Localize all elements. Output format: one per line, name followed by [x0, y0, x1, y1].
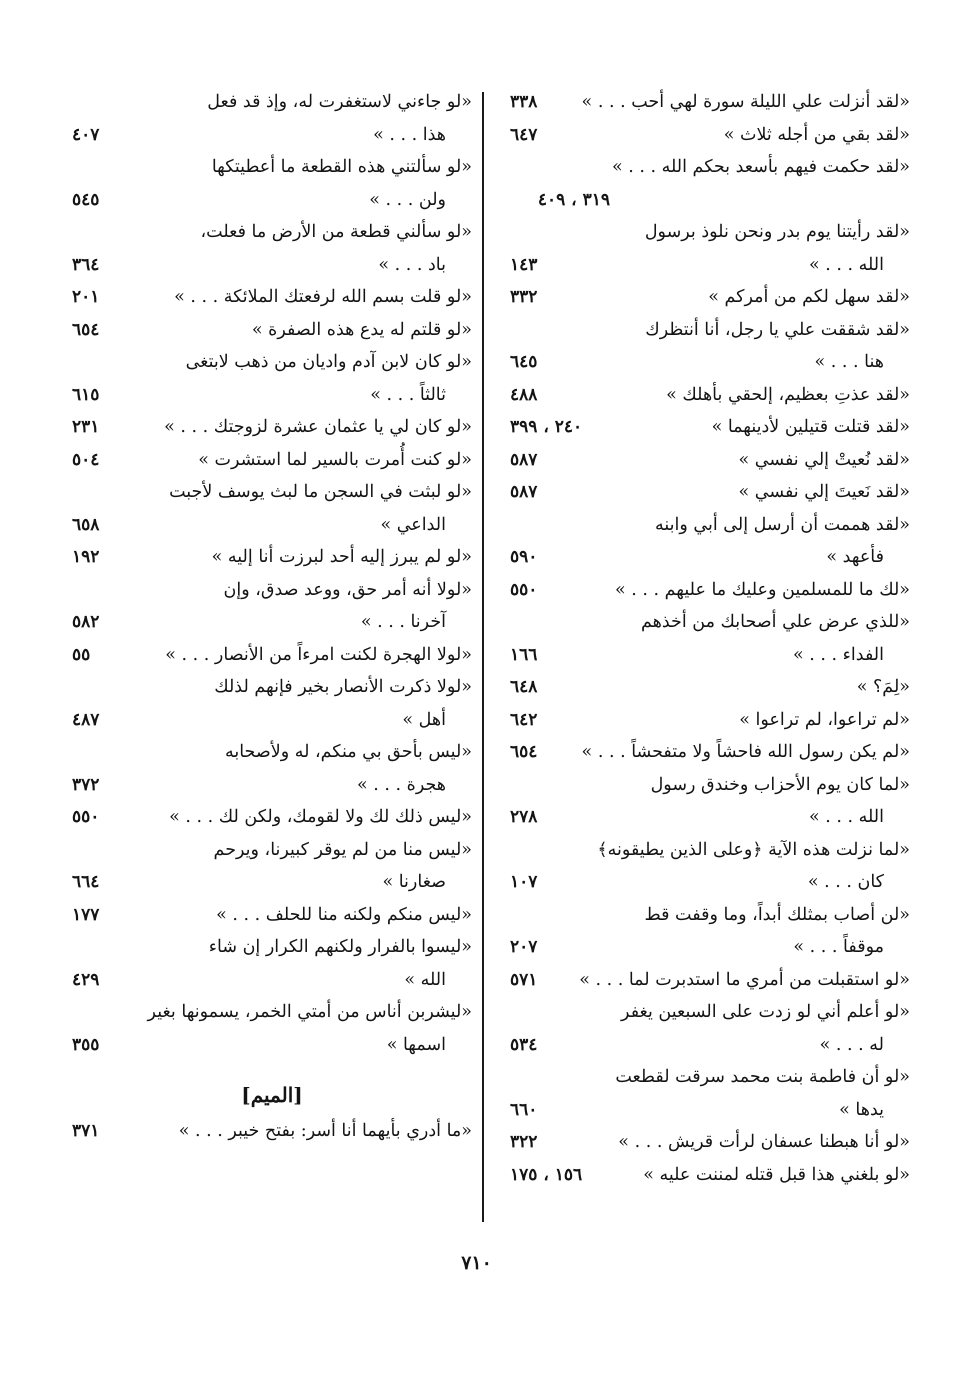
- entry-text: [112, 931, 472, 996]
- entry-line: «لو كان لي يا عثمان عشرة لزوجتك . . . »: [164, 417, 472, 437]
- index-entry: [510, 86, 910, 119]
- entry-pages: ٥٥٠: [72, 807, 100, 827]
- entry-text: [112, 834, 472, 899]
- entry-line: «لقد حكمت فيهم بأسعد بحكم الله . . . »: [611, 157, 910, 177]
- index-entry: [72, 574, 472, 639]
- entry-text: [112, 541, 472, 574]
- entry-line: «لقد سهل لكم من أمركم »: [708, 287, 910, 307]
- index-entry: [72, 801, 472, 834]
- entry-line: «لما نزلت هذه الآية ﴿وعلى الذين يطيقونه﴾: [597, 839, 910, 860]
- entry-line: موقفاً . . . »: [793, 937, 884, 957]
- entry-text: [112, 736, 472, 801]
- entry-line: أهل »: [402, 709, 446, 730]
- entry-line: الفداء . . . »: [793, 644, 884, 665]
- column-divider: [482, 92, 484, 1222]
- entry-line: «ليسوا بالفرار ولكنهم الكرار إن شاء: [208, 937, 472, 957]
- entry-text: [112, 671, 472, 736]
- entry-text: [112, 996, 472, 1061]
- entry-line: «لو بلغني هذا قبل قتله لمننت عليه »: [643, 1164, 910, 1185]
- entry-pages: ١٧٧: [72, 904, 100, 925]
- index-entry: [510, 964, 910, 997]
- index-entry: [510, 1126, 910, 1159]
- index-entry: [510, 216, 910, 281]
- entry-line: «ليس منكم ولكنه منا للحلف . . . »: [216, 904, 472, 925]
- entry-line: «ليس بأحق بي منكم، له ولأصحابه: [224, 742, 472, 762]
- index-entry: [510, 769, 910, 834]
- entry-line: «لقد هممت أن أرسل إلى أبي وابنه: [655, 514, 910, 535]
- entry-pages: ٤٢٩: [72, 969, 100, 990]
- entry-text: [550, 704, 910, 737]
- entry-line: كان . . . »: [807, 872, 884, 892]
- entry-text: [550, 964, 910, 997]
- entry-line: اسمها »: [386, 1034, 446, 1055]
- index-entry: [510, 281, 910, 314]
- entry-line: «لولا ذكرت الأنصار بخير فإنهم لذلك: [214, 677, 472, 697]
- entry-line: «لو سألني قطعة من الأرض ما فعلت،: [200, 222, 472, 242]
- entry-line: «ما أدري بأيهما أنا أسر: بفتح خيبر . . . »: [178, 1121, 472, 1141]
- entry-line: «لو أن فاطمة بنت محمد سرقت لقطعت: [615, 1067, 910, 1087]
- entry-line: «للذي عرض علي أصحابك من أخذهم: [640, 612, 910, 632]
- entry-line: «لم يكن رسول الله فاحشاً ولا متفحشاً . . . »: [581, 742, 910, 762]
- entry-line: «لم تراعوا، لم تراعوا »: [739, 709, 910, 730]
- index-entry: [72, 541, 472, 574]
- entry-pages: ٢٤٠ ، ٣٩٩: [510, 417, 583, 437]
- index-entry: [510, 834, 910, 899]
- entry-line: هنا . . . »: [814, 352, 884, 372]
- entry-text: [550, 1061, 910, 1126]
- index-entry: [72, 314, 472, 347]
- entry-pages: ٦٤٧: [510, 124, 538, 145]
- index-entry: [510, 1061, 910, 1126]
- index-entry: [72, 216, 472, 281]
- entry-text: [550, 606, 910, 671]
- index-entry: [72, 86, 472, 151]
- entry-text: [582, 411, 910, 444]
- index-entry: [510, 996, 910, 1061]
- entry-pages: ٥٠٤: [72, 449, 100, 470]
- entry-pages: ٥٥: [72, 644, 91, 665]
- index-entry: [72, 476, 472, 541]
- entry-text: [550, 216, 910, 281]
- entry-line: «لو أعلم أني لو زدت على السبعين يغفر: [621, 1002, 910, 1022]
- entry-pages: ٢٠١: [72, 287, 100, 307]
- index-entry: [72, 834, 472, 899]
- index-entry: [510, 1159, 910, 1192]
- entry-pages: ٦١٥: [72, 384, 100, 405]
- entry-line: يدها »: [839, 1099, 884, 1120]
- entry-pages: ٥٥٠: [510, 579, 538, 600]
- entry-text: [112, 346, 472, 411]
- entry-text: [550, 444, 910, 477]
- entry-text: [550, 86, 910, 119]
- index-entry: [510, 509, 910, 574]
- index-entry: [510, 444, 910, 477]
- entry-line: «لو أنا هبطنا عسفان لرأت قريش . . . »: [618, 1132, 910, 1152]
- entry-text: [550, 314, 910, 379]
- entry-line: «لقد شققت علي يا رجل، أنا أنتظرك: [645, 319, 910, 340]
- entry-line: «لو كان لابن آدم واديان من ذهب لابتغى: [185, 352, 472, 372]
- index-entry: [510, 671, 910, 704]
- entry-pages: ١٤٣: [510, 254, 538, 275]
- entry-text: [550, 574, 910, 607]
- index-column-right: [510, 86, 910, 1191]
- index-entry: [510, 379, 910, 412]
- index-entry: [510, 704, 910, 737]
- index-entry: [72, 996, 472, 1061]
- entry-pages: ٣٦٤: [72, 254, 100, 275]
- entry-pages: ١٩٢: [72, 547, 100, 567]
- entry-line: «لو لبثت في السجن ما لبث يوسف لأجبت: [169, 482, 472, 502]
- entry-text: [112, 216, 472, 281]
- entry-pages: ٤٠٧: [72, 124, 100, 145]
- entry-pages: ٢٣١: [72, 417, 100, 437]
- entry-text: [112, 444, 472, 477]
- index-entry: [72, 639, 472, 672]
- entry-line: «لما كان يوم الأحزاب وخندق رسول: [650, 774, 910, 795]
- index-entry: [72, 411, 472, 444]
- entry-pages: ٥٨٧: [510, 449, 538, 470]
- entry-line: الله . . . »: [808, 254, 884, 275]
- index-entry: [72, 1115, 472, 1148]
- entry-text: [112, 1115, 472, 1148]
- index-entry: [72, 736, 472, 801]
- entry-line: «لو جاءني لاستغفرت له، وإذ قد فعل: [207, 92, 472, 112]
- entry-line: «لقد بقي من أجله ثلاث »: [723, 124, 910, 145]
- entry-pages: ٦٤٢: [510, 709, 538, 730]
- entry-pages: ٣٧٢: [72, 774, 100, 795]
- entry-line: هذا . . . »: [373, 124, 446, 145]
- entry-line: «لقد نُعيتْ إلي نفسي »: [738, 449, 910, 470]
- entry-line: هجرة . . . »: [357, 774, 446, 795]
- index-entry: [510, 736, 910, 769]
- entry-line: «لِمَ؟ »: [856, 677, 910, 697]
- index-entry: [72, 151, 472, 216]
- left-entries: [72, 86, 472, 1061]
- entry-text: [550, 119, 910, 152]
- entry-text: [112, 86, 472, 151]
- index-entry: [72, 281, 472, 314]
- entry-pages: ٦٦٤: [72, 872, 100, 892]
- index-entry: [72, 931, 472, 996]
- index-entry: [72, 671, 472, 736]
- entry-text: [112, 411, 472, 444]
- entry-pages: ٥٤٥: [72, 189, 100, 210]
- entry-line: «لو لم يبرز إليه أحد لبرزت أنا إليه »: [211, 547, 472, 567]
- entry-line: «لقد عذتِ بعظيم، إلحقي بأهلك »: [666, 384, 910, 405]
- entry-text: [112, 151, 472, 216]
- entry-pages: ٢٧٨: [510, 807, 538, 827]
- entry-text: [550, 509, 910, 574]
- entry-text: [112, 899, 472, 932]
- entry-line: الداعي »: [380, 514, 446, 535]
- left-after-heading: [72, 1115, 472, 1148]
- index-entry: [510, 574, 910, 607]
- entry-pages: ٣٧١: [72, 1121, 100, 1141]
- entry-pages: ١٦٦: [510, 644, 538, 665]
- entry-text: [550, 899, 910, 964]
- entry-line: «لقد أنزلت علي الليلة سورة لهي أحب . . . »: [581, 92, 910, 112]
- entry-pages: ٦٤٥: [510, 352, 538, 372]
- entry-pages: ١٠٧: [510, 872, 538, 892]
- entry-text: [550, 736, 910, 769]
- entry-line: «لولا أنه أمر حق، ووعد صدق، وإن: [223, 579, 472, 600]
- entry-line: «لولا الهجرة لكنت امرءاً من الأنصار . . . »: [165, 644, 472, 665]
- entry-text: [550, 996, 910, 1061]
- entry-text: [550, 671, 910, 704]
- entry-text: [510, 151, 910, 184]
- entry-pages: ٦٥٤: [510, 742, 538, 762]
- entry-pages: ٣٣٨: [510, 92, 538, 112]
- index-entry: [510, 476, 910, 509]
- entry-pages: ١٥٦ ، ١٧٥: [510, 1164, 583, 1185]
- entry-pages: ٣١٩ ، ٤٠٩: [537, 189, 610, 210]
- entry-line: «لقد رأيتنا يوم بدر ونحن نلوذ برسول: [644, 222, 910, 242]
- entry-line: فأعهد »: [826, 547, 884, 567]
- entry-pages: ٦٥٤: [72, 319, 100, 340]
- entry-line: «لقد نَعيتَ إلي نفسي »: [738, 482, 910, 502]
- entry-text: [112, 639, 472, 672]
- entry-pages: ٥٣٤: [510, 1034, 538, 1055]
- entry-line: «لقد قتلت قتيلين لأدينهما »: [711, 417, 910, 437]
- entry-pages: ٣٥٥: [72, 1034, 100, 1055]
- entry-text: [112, 801, 472, 834]
- index-entry: [72, 444, 472, 477]
- entry-line: «لو كنت أُمرت بالسير لما استشرت »: [198, 449, 472, 470]
- index-entry: [510, 899, 910, 964]
- entry-pages: ٥٧١: [510, 969, 538, 990]
- entry-line: «ليس منا من لم يوقر كبيرنا، ويرحم: [213, 839, 472, 860]
- entry-line: «لو استقبلت من أمري ما استدبرت لما . . . »: [579, 969, 910, 990]
- entry-pages: ٥٩٠: [510, 547, 538, 567]
- entry-line: له . . . »: [819, 1034, 884, 1055]
- entry-text: [550, 769, 910, 834]
- entry-text: [550, 1126, 910, 1159]
- entry-text: [550, 281, 910, 314]
- entry-line: الله . . . »: [808, 807, 884, 827]
- index-column-left: [72, 86, 472, 1148]
- index-entry: [72, 346, 472, 411]
- entry-line: «لو سألتني هذه القطعة ما أعطيتكها: [211, 157, 472, 177]
- entry-pages: ٣٣٢: [510, 287, 538, 307]
- entry-line: ثالثاً . . . »: [370, 384, 446, 405]
- index-entry: [510, 606, 910, 671]
- entry-line: «لك ما للمسلمين وعليك ما عليهم . . . »: [615, 579, 910, 600]
- entry-pages: ٦٦٠: [510, 1099, 538, 1120]
- page-number: ٧١٠: [461, 1252, 492, 1274]
- entry-line: باد . . . »: [378, 254, 446, 275]
- entry-text: [550, 379, 910, 412]
- entry-line: صغارنا »: [382, 872, 446, 892]
- entry-line: آخرنا . . . »: [360, 612, 446, 632]
- entry-pages: ٥٨٢: [72, 612, 100, 632]
- entry-pages: ٦٤٨: [510, 677, 538, 697]
- entry-pages: ٦٥٨: [72, 514, 100, 535]
- entry-pages: ٣٢٢: [510, 1132, 538, 1152]
- entry-text: [112, 281, 472, 314]
- entry-pages: ٥٨٧: [510, 482, 538, 502]
- entry-line: «ليس ذلك لك ولا لقومك، ولكن لك . . . »: [169, 807, 472, 827]
- entry-line: «لو قلت بسم الله لرفعتك الملائكة . . . »: [174, 287, 472, 307]
- entry-pages: ٤٨٧: [72, 709, 100, 730]
- entry-pages: ٤٨٨: [510, 384, 538, 405]
- entry-line: «لو قلتم له يدع هذه الصفرة »: [251, 319, 472, 340]
- entry-text: [582, 1159, 910, 1192]
- entry-line: الله »: [404, 969, 446, 990]
- entry-text: [550, 476, 910, 509]
- entry-line: ولن . . . »: [369, 189, 446, 210]
- entry-text: [112, 314, 472, 347]
- entry-text: [112, 574, 472, 639]
- section-heading: [الميم]: [241, 1083, 303, 1107]
- index-entry: [510, 151, 910, 216]
- index-entry: [510, 411, 910, 444]
- index-entry: [510, 119, 910, 152]
- entry-text: [112, 476, 472, 541]
- entry-pages: ٢٠٧: [510, 937, 538, 957]
- index-entry: [510, 314, 910, 379]
- index-entry: [72, 899, 472, 932]
- entry-line: «ليشربن أناس من أمتي الخمر، يسمونها بغير: [147, 1002, 472, 1022]
- entry-text: [550, 834, 910, 899]
- entry-line: «لن أصاب بمثلك أبداً، وما وقفت قط: [644, 904, 910, 925]
